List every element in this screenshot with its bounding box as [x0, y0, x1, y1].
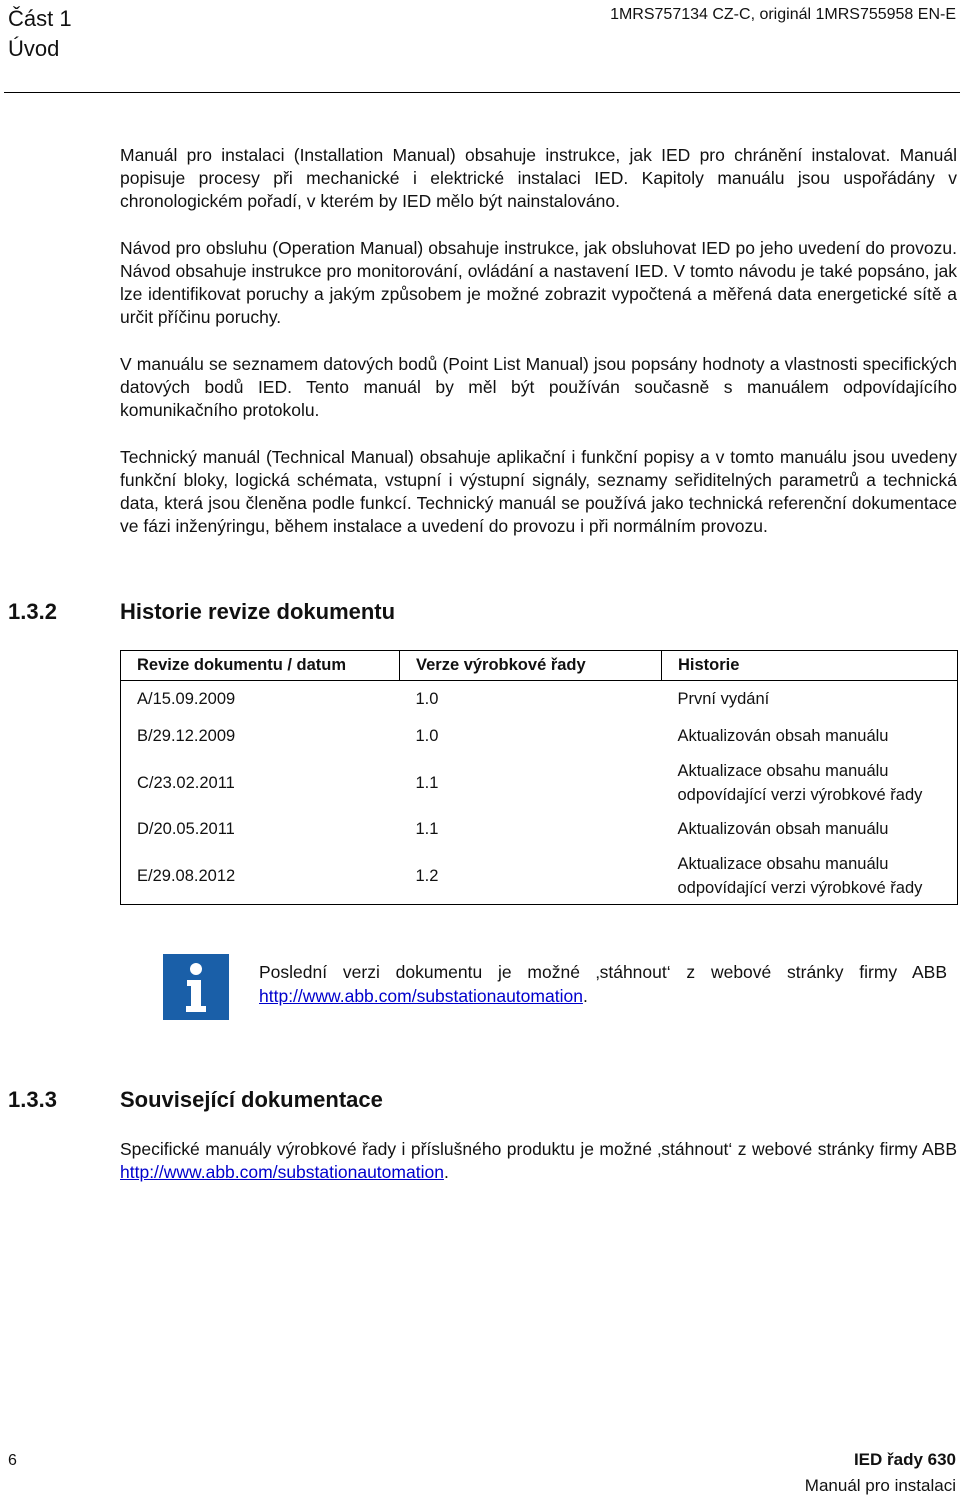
info-note-period: .	[582, 986, 588, 1006]
header-chapter: Úvod	[8, 36, 60, 61]
table-cell: Aktualizován obsah manuálu	[677, 727, 889, 745]
table-cell: A/15.09.2009	[137, 690, 236, 708]
table-cell: E/29.08.2012	[137, 867, 236, 885]
table-cell: 1.0	[415, 690, 439, 708]
section-title-history: Historie revize dokumentu	[120, 599, 396, 624]
table-cell: 1.0	[415, 727, 439, 745]
abb-substation-link[interactable]: http://www.abb.com/substationautomation	[259, 986, 583, 1006]
footer-manual: Manuál pro instalaci	[804, 1476, 956, 1495]
info-note-text: Poslední verzi dokumentu je možné ‚stáhnout‘ z webové stránky firmy ABB	[259, 962, 947, 982]
table-cell-line: Aktualizace obsahu manuálu	[677, 855, 889, 873]
table-row	[121, 848, 958, 905]
header-rule	[4, 92, 960, 93]
paragraph-related-docs	[120, 1138, 957, 1184]
table-cell: 1.1	[415, 820, 439, 838]
paragraph-point-list: V manuálu se seznamem datových bodů (Point List Manual) jsou popsány hodnoty a vlastnosti specifických datových bodů IED. Tento manuál by měl být používán současně s manuálem odpovídajícího komunikačního protokolu.	[120, 354, 957, 420]
table-cell: 1.2	[415, 867, 439, 885]
table-cell: Aktualizován obsah manuálu	[677, 820, 889, 838]
table-cell: První vydání	[677, 690, 770, 708]
page-number: 6	[8, 1452, 17, 1469]
table-cell: 1.1	[415, 774, 439, 792]
related-docs-period: .	[443, 1162, 449, 1182]
info-icon	[163, 954, 229, 1020]
table-cell	[662, 848, 958, 905]
table-row	[121, 718, 958, 755]
section-number-related: 1.3.3	[8, 1087, 57, 1112]
table-row	[121, 681, 958, 719]
table-cell	[662, 755, 958, 811]
table-header-cell: Verze výrobkové řady	[400, 651, 662, 681]
table-cell-line: Aktualizace obsahu manuálu	[677, 762, 889, 780]
paragraph-operation: Návod pro obsluhu (Operation Manual) obsahuje instrukce, jak obsluhovat IED po jeho uvedení do provozu. Návod obsahuje instrukce pro monitorování, ovládání a nastavení IED. V tomto návodu je také popsáno, jak lze identifikovat poruchy a jakým způsobem je možné zobrazit vypočtená a měřená data energetické sítě a určit příčinu poruchy.	[120, 238, 957, 327]
table-cell-line: odpovídající verzi výrobkové řady	[677, 786, 923, 804]
table-row	[121, 811, 958, 848]
section-number-history: 1.3.2	[8, 599, 57, 624]
abb-substation-link[interactable]: http://www.abb.com/substationautomation	[120, 1162, 444, 1182]
related-docs-text: Specifické manuály výrobkové řady i příslušného produktu je možné ‚stáhnout‘ z webové stránky firmy ABB	[120, 1139, 957, 1159]
paragraph-technical: Technický manuál (Technical Manual) obsahuje aplikační i funkční popisy a v tomto manuálu jsou uvedeny funkční bloky, logická schémata, vstupní i výstupní signály, seznamy seřiditelných parametrů a technická data, která jsou členěna podle funkcí. Technický manuál se používá jako technická referenční dokumentace ve fázi inženýringu, během instalace a uvedení do provozu i při normálním provozu.	[120, 447, 957, 536]
paragraph-installation: Manuál pro instalaci (Installation Manual) obsahuje instrukce, jak IED pro chránění instalovat. Manuál popisuje procesy při mechanické i elektrické instalaci IED. Kapitoly manuálu jsou uspořádány v chronologickém pořadí, v kterém by IED mělo být nainstalováno.	[120, 145, 957, 211]
table-row	[121, 755, 958, 811]
table-cell: C/23.02.2011	[137, 774, 235, 792]
header-left	[8, 4, 72, 64]
table-cell-line: odpovídající verzi výrobkové řady	[677, 879, 923, 897]
revision-history-table	[120, 650, 958, 905]
table-cell: B/29.12.2009	[137, 727, 236, 745]
table-cell: D/20.05.2011	[137, 820, 235, 838]
footer-series: IED řady 630	[853, 1450, 956, 1469]
info-note	[259, 960, 947, 1008]
header-part: Část 1	[8, 6, 72, 31]
section-title-related: Související dokumentace	[120, 1087, 383, 1112]
table-header-cell: Historie	[662, 651, 958, 681]
table-header-cell: Revize dokumentu / datum	[121, 651, 400, 681]
table-header-row	[121, 651, 958, 681]
header-doc-id: 1MRS757134 CZ-C, originál 1MRS755958 EN-E	[610, 6, 956, 23]
